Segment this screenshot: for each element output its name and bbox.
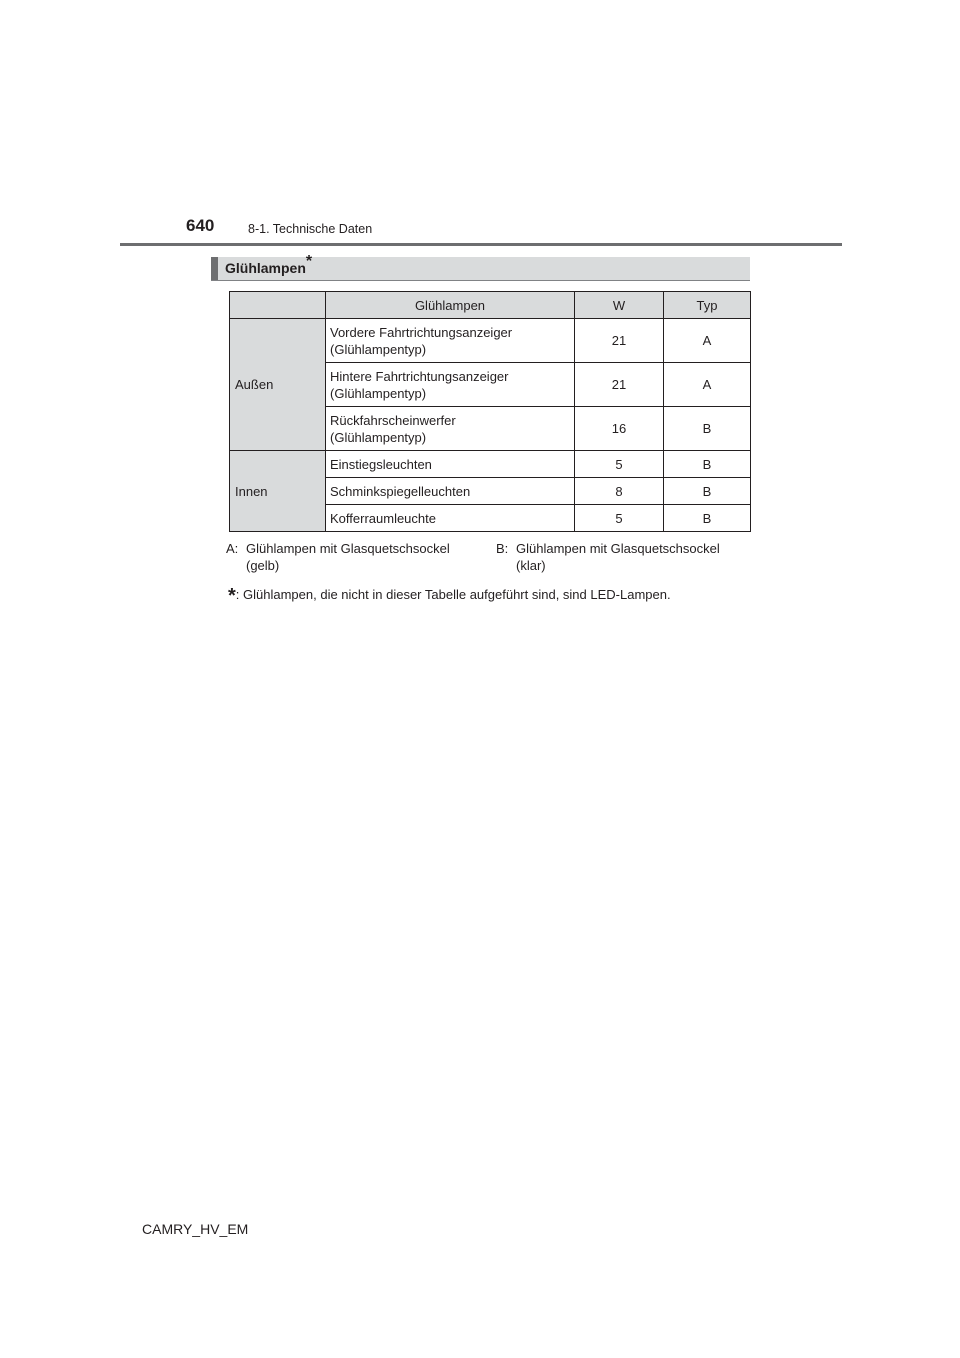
legend-b-text: Glühlampen mit Glasquetschsockel xyxy=(516,541,720,556)
legend-b-line2: (klar) xyxy=(516,558,546,573)
footnote xyxy=(228,582,671,605)
section-title xyxy=(225,253,313,278)
bulb-type: B xyxy=(664,505,751,532)
bulb-name-line2: (Glühlampentyp) xyxy=(330,385,427,401)
bulb-name-line2: (Glühlampentyp) xyxy=(330,429,427,445)
bulb-name xyxy=(326,319,575,363)
header-group xyxy=(230,292,326,319)
section-heading-bar xyxy=(211,257,218,280)
bulb-name xyxy=(326,407,575,451)
bulb-name-line1: Vordere Fahrtrichtungsanzeiger xyxy=(330,324,513,340)
legend-b-key: B: xyxy=(496,541,509,556)
bulb-name: Schminkspiegelleuchten xyxy=(326,478,575,505)
header-watt: W xyxy=(575,292,664,319)
header-type: Typ xyxy=(664,292,751,319)
header-bulbs: Glühlampen xyxy=(326,292,575,319)
chapter-title: 8-1. Technische Daten xyxy=(248,222,373,236)
bulb-watt: 5 xyxy=(575,505,664,532)
footnote-asterisk: * xyxy=(228,585,236,607)
section-title-asterisk: * xyxy=(305,253,313,270)
bulb-watt: 16 xyxy=(575,407,664,451)
document-code: CAMRY_HV_EM xyxy=(142,1221,249,1237)
table-row xyxy=(230,451,751,478)
bulb-watt: 21 xyxy=(575,363,664,407)
bulb-name: Einstiegsleuchten xyxy=(326,451,575,478)
bulb-watt: 21 xyxy=(575,319,664,363)
bulb-type: B xyxy=(664,407,751,451)
bulb-type: A xyxy=(664,363,751,407)
bulb-type: B xyxy=(664,451,751,478)
group-exterior: Außen xyxy=(230,319,326,451)
bulb-type: B xyxy=(664,478,751,505)
legend-a-key: A: xyxy=(226,541,239,556)
legend-a-line1 xyxy=(226,540,486,557)
legend-b xyxy=(496,540,756,574)
bulb-type: A xyxy=(664,319,751,363)
bulb-name-line2: (Glühlampentyp) xyxy=(330,341,427,357)
bulb-name xyxy=(326,363,575,407)
legend-a-line2: (gelb) xyxy=(246,558,280,573)
bulb-name-line1: Rückfahrscheinwerfer xyxy=(330,412,456,428)
legend-b-line1 xyxy=(496,540,756,557)
table-row xyxy=(230,319,751,363)
bulb-name-line1: Hintere Fahrtrichtungsanzeiger xyxy=(330,368,509,384)
bulb-name: Kofferraumleuchte xyxy=(326,505,575,532)
bulb-watt: 5 xyxy=(575,451,664,478)
section-title-text: Glühlampen xyxy=(225,260,306,276)
footnote-text: : Glühlampen, die nicht in dieser Tabelle aufgeführt sind, sind LED-Lampen. xyxy=(235,587,671,602)
table-header-row xyxy=(230,292,751,319)
header-rule xyxy=(120,243,842,246)
legend-a-text: Glühlampen mit Glasquetschsockel xyxy=(246,541,450,556)
group-interior: Innen xyxy=(230,451,326,532)
bulb-table xyxy=(229,291,751,532)
bulb-watt: 8 xyxy=(575,478,664,505)
legend-a xyxy=(226,540,486,574)
section-heading xyxy=(211,253,750,281)
page-number: 640 xyxy=(186,216,215,235)
